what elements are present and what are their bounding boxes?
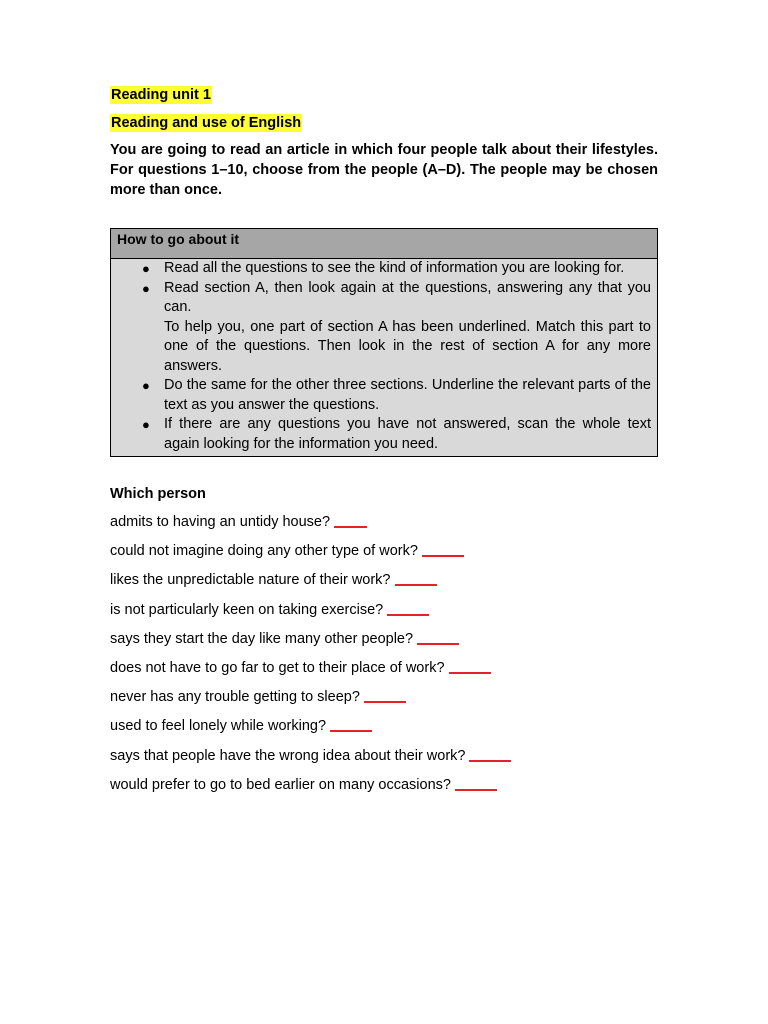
answer-blank[interactable] bbox=[334, 525, 367, 528]
question-text: says that people have the wrong idea about their work? bbox=[110, 747, 466, 764]
question-text: says they start the day like many other people? bbox=[110, 630, 414, 647]
answer-blank[interactable] bbox=[449, 671, 491, 674]
answer-blank[interactable] bbox=[455, 788, 497, 791]
question-text: never has any trouble getting to sleep? bbox=[110, 689, 360, 706]
bullet-icon: ● bbox=[142, 261, 150, 276]
tip-box bbox=[110, 228, 658, 457]
answer-blank[interactable] bbox=[364, 700, 406, 703]
unit-title: Reading unit 1 bbox=[111, 87, 211, 103]
answer-blank[interactable] bbox=[387, 613, 429, 616]
questions-heading: Which person bbox=[110, 486, 206, 502]
answer-blank[interactable] bbox=[330, 729, 372, 732]
question-text: likes the unpredictable nature of their work? bbox=[110, 572, 391, 589]
bullet-icon: ● bbox=[142, 378, 150, 393]
question-item bbox=[110, 659, 658, 688]
question-text: admits to having an untidy house? bbox=[110, 514, 331, 530]
section-title: Reading and use of English bbox=[111, 115, 302, 131]
question-item bbox=[110, 630, 658, 659]
question-item bbox=[110, 688, 658, 717]
tip-item bbox=[111, 415, 651, 454]
question-item bbox=[110, 717, 658, 746]
tip-item bbox=[111, 259, 651, 279]
tip-text-extra: To help you, one part of section A has been underlined. Match this part to one of the questions. Then look in the rest of section A for any more answers. bbox=[164, 318, 651, 374]
question-item bbox=[110, 747, 658, 776]
instructions-paragraph: You are going to read an article in which four people talk about their lifestyles. For questions 1–10, choose from the people (A–D). The people may be chosen more than once. bbox=[110, 142, 658, 198]
section-heading bbox=[110, 114, 658, 132]
question-text: would prefer to go to bed earlier on many occasions? bbox=[110, 776, 451, 793]
document-page bbox=[110, 84, 658, 805]
tip-text: Do the same for the other three sections. Underline the relevant parts of the text as you answer the questions. bbox=[164, 377, 651, 413]
tip-box-title: How to go about it bbox=[111, 229, 657, 259]
tip-text: Read section A, then look again at the questions, answering any that you can. bbox=[164, 279, 651, 315]
question-text: could not imagine doing any other type of work? bbox=[110, 543, 418, 560]
tip-item bbox=[111, 279, 651, 377]
bullet-icon: ● bbox=[142, 417, 150, 432]
bullet-icon: ● bbox=[142, 280, 150, 296]
question-item bbox=[110, 513, 658, 542]
unit-heading bbox=[110, 86, 658, 104]
answer-blank[interactable] bbox=[422, 554, 464, 557]
tip-text: Read all the questions to see the kind of information you are looking for. bbox=[164, 260, 625, 276]
question-item bbox=[110, 601, 658, 630]
question-item bbox=[110, 571, 658, 600]
question-text: used to feel lonely while working? bbox=[110, 718, 327, 735]
answer-blank[interactable] bbox=[417, 642, 459, 645]
tip-box-body bbox=[111, 259, 657, 456]
tip-text: If there are any questions you have not answered, scan the whole text again looking for the information you need. bbox=[164, 416, 651, 452]
questions-list bbox=[110, 513, 658, 805]
tip-list bbox=[111, 259, 651, 454]
question-item bbox=[110, 776, 658, 805]
question-text: is not particularly keen on taking exercise? bbox=[110, 601, 384, 618]
question-text: does not have to go far to get to their place of work? bbox=[110, 659, 445, 676]
answer-blank[interactable] bbox=[395, 583, 437, 586]
question-item bbox=[110, 542, 658, 571]
answer-blank[interactable] bbox=[469, 759, 511, 762]
tip-item bbox=[111, 376, 651, 415]
